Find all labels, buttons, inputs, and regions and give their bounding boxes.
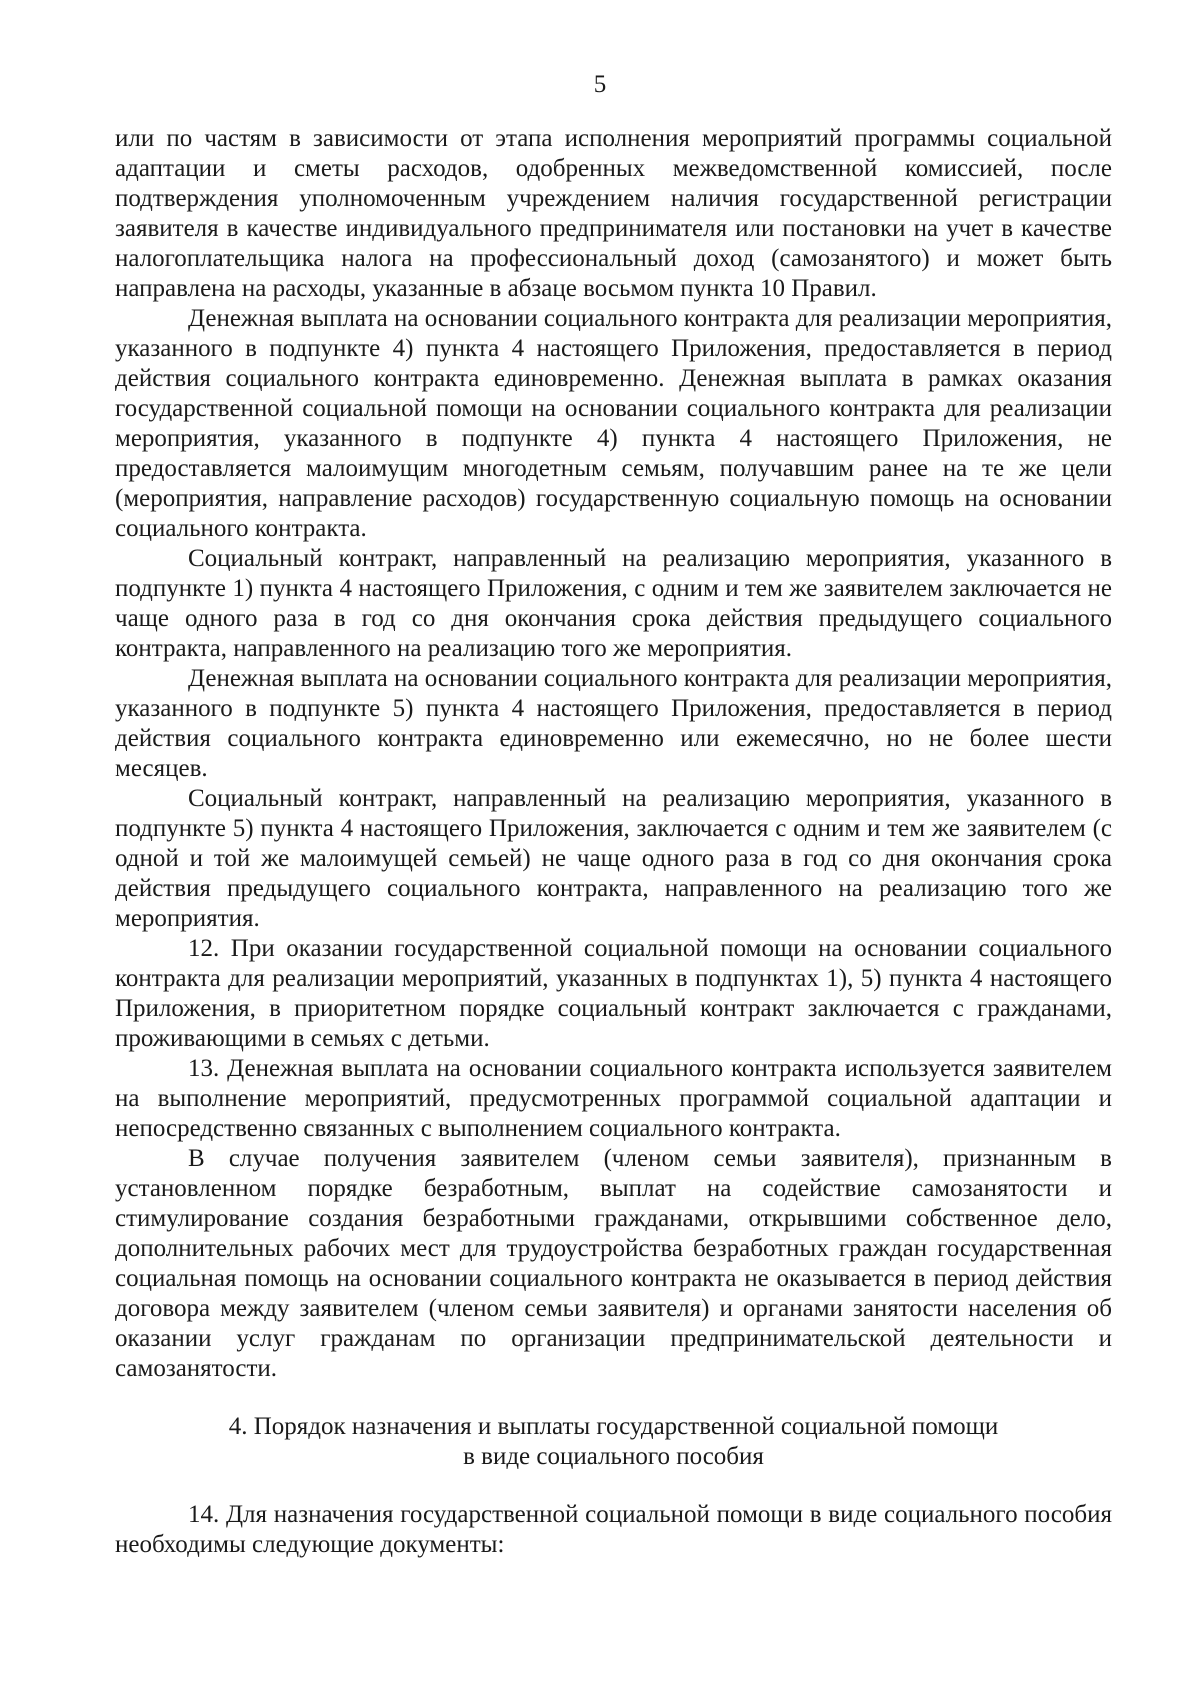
paragraph-item-13: 13. Денежная выплата на основании социального контракта используется заявителем на выполнение мероприятий, предусмотренных программой социальной адаптации и непосредственно связанных с выполнением социального контракта. — [115, 1055, 1112, 1142]
section-heading-line-2: в виде социального пособия — [463, 1443, 764, 1470]
paragraph: В случае получения заявителем (членом семьи заявителя), признанным в установленном порядке безработным, выплат на содействие самозанятости и стимулирование создания безработными гражданами, открывшими собственное дело, дополнительных рабочих мест для трудоустройства безработных граждан государственная социальная помощь на основании социального контракта не оказывается в период действия договора между заявителем (членом семьи заявителя) и органами занятости населения об оказании услуг гражданам по организации предпринимательской деятельности и самозанятости. — [115, 1145, 1112, 1382]
paragraph: или по частям в зависимости от этапа исполнения мероприятий программы социальной адаптации и сметы расходов, одобренных межведомственной комиссией, после подтверждения уполномоченным учреждением наличия государственной регистрации заявителя в качестве индивидуального предпринимателя или постановки на учет в качестве налогоплательщика налога на профессиональный доход (самозанятого) и может быть направлена на расходы, указанные в абзаце восьмом пункта 10 Правил. — [115, 125, 1112, 302]
section-heading-line-1: 4. Порядок назначения и выплаты государственной социальной помощи — [228, 1413, 999, 1440]
paragraph: Денежная выплата на основании социального контракта для реализации мероприятия, указанного в подпункте 4) пункта 4 настоящего Приложения, предоставляется в период действия социального контракта единовременно. Денежная выплата в рамках оказания государственной социальной помощи на основании социального контракта для реализации мероприятия, указанного в подпункте 4) пункта 4 настоящего Приложения, не предоставляется малоимущим многодетным семьям, получавшим ранее на те же цели (мероприятия, направление расходов) государственную социальную помощь на основании социального контракта. — [115, 305, 1112, 542]
paragraph: Социальный контракт, направленный на реализацию мероприятия, указанного в подпункте 1) пункта 4 настоящего Приложения, с одним и тем же заявителем заключается не чаще одного раза в год со дня окончания срока действия предыдущего социального контракта, направленного на реализацию того же мероприятия. — [115, 545, 1112, 662]
document-body — [115, 124, 1112, 1560]
section-heading — [115, 1412, 1112, 1472]
paragraph-item-12: 12. При оказании государственной социальной помощи на основании социального контракта для реализации мероприятий, указанных в подпунктах 1), 5) пункта 4 настоящего Приложения, в приоритетном порядке социальный контракт заключается с гражданами, проживающими в семьях с детьми. — [115, 935, 1112, 1052]
paragraph-item-14: 14. Для назначения государственной социальной помощи в виде социального пособия необходимы следующие документы: — [115, 1501, 1112, 1558]
page-number: 5 — [593, 71, 607, 98]
paragraph: Социальный контракт, направленный на реализацию мероприятия, указанного в подпункте 5) пункта 4 настоящего Приложения, заключается с одним и тем же заявителем (с одной и той же малоимущей семьей) не чаще одного раза в год со дня окончания срока действия предыдущего социального контракта, направленного на реализацию того же мероприятия. — [115, 785, 1112, 932]
paragraph: Денежная выплата на основании социального контракта для реализации мероприятия, указанного в подпункте 5) пункта 4 настоящего Приложения, предоставляется в период действия социального контракта единовременно или ежемесячно, но не более шести месяцев. — [115, 665, 1112, 782]
